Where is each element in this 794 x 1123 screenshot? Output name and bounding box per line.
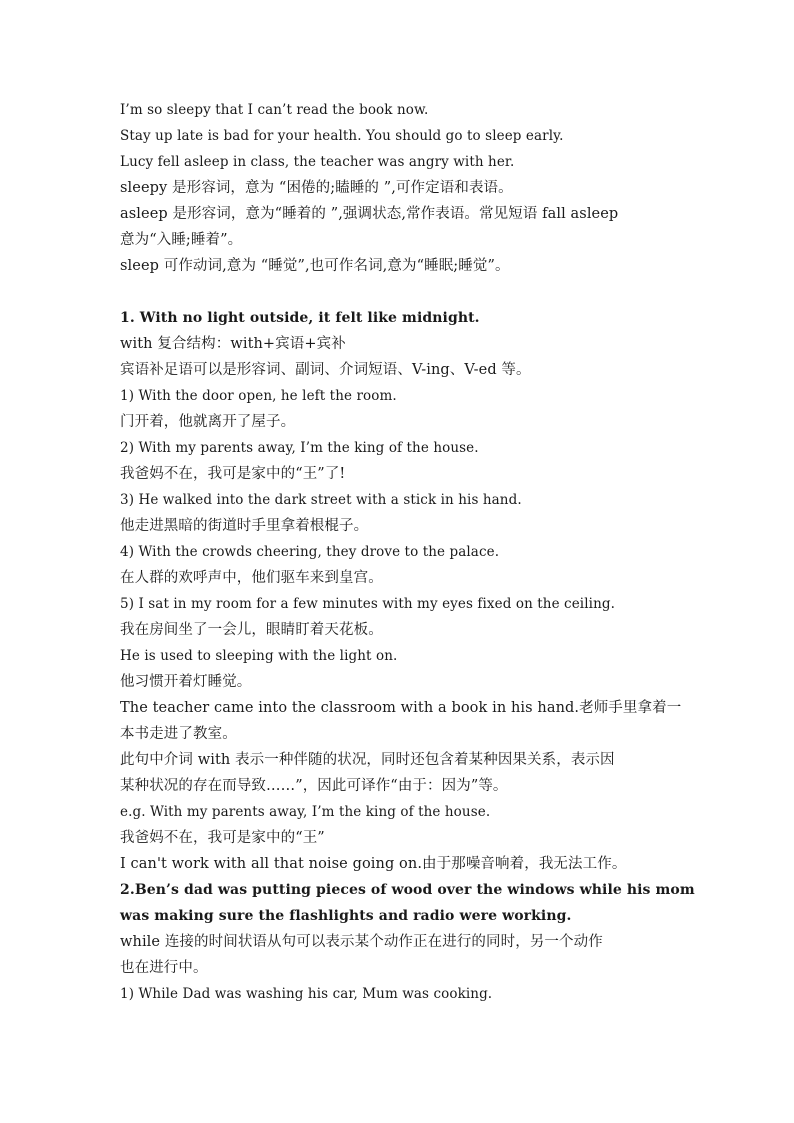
section-1-heading: 1. With no light outside, it felt like midnight. xyxy=(120,310,480,326)
text-line: 某种状况的存在而导致……”，因此可译作“由于：因为”等。 xyxy=(120,778,508,794)
translation-line: 门开着，他就离开了屋子。 xyxy=(120,414,296,430)
example-line: 3) He walked into the dark street with a stick in his hand. xyxy=(120,492,522,508)
section-2-heading: 2.Ben’s dad was putting pieces of wood over the windows while his mom xyxy=(120,882,695,898)
text-line: 意为“入睡;睡着”。 xyxy=(120,232,243,248)
translation-line: 我爸妈不在，我可是家中的“王”了! xyxy=(120,466,346,482)
translation-line: 我爸妈不在，我可是家中的“王” xyxy=(120,830,325,846)
translation-line: 他习惯开着灯睡觉。 xyxy=(120,674,252,690)
text-line: with 复合结构：with+宾语+宾补 xyxy=(120,336,346,352)
text-line: while 连接的时间状语从句可以表示某个动作正在进行的同时，另一个动作 xyxy=(120,934,603,950)
text-line: 宾语补足语可以是形容词、副词、介词短语、V-ing、V-ed 等。 xyxy=(120,362,531,378)
text-line: I’m so sleepy that I can’t read the book now. xyxy=(120,102,429,118)
example-line: 4) With the crowds cheering, they drove to the palace. xyxy=(120,544,500,560)
example-line: 5) I sat in my room for a few minutes with my eyes fixed on the ceiling. xyxy=(120,596,615,612)
text-line: Stay up late is bad for your health. You should go to sleep early. xyxy=(120,128,564,144)
text-line: sleepy 是形容词，意为 “困倦的;瞌睡的 ”,可作定语和表语。 xyxy=(120,180,513,196)
translation-line: 他走进黑暗的街道时手里拿着根棍子。 xyxy=(120,518,369,534)
section-2-heading: was making sure the flashlights and radio were working. xyxy=(120,908,572,924)
text-line: The teacher came into the classroom with a book in his hand.老师手里拿着一 xyxy=(120,700,682,716)
spacer xyxy=(120,279,676,305)
example-line: 1) While Dad was washing his car, Mum was cooking. xyxy=(120,986,493,1002)
translation-line: 我在房间坐了一会儿，眼睛盯着天花板。 xyxy=(120,622,383,638)
text-line: Lucy fell asleep in class, the teacher was angry with her. xyxy=(120,154,515,170)
text-line: 本书走进了教室。 xyxy=(120,726,237,742)
example-line: e.g. With my parents away, I’m the king of the house. xyxy=(120,804,491,820)
text-line: 此句中介词 with 表示一种伴随的状况，同时还包含着某种因果关系，表示因 xyxy=(120,752,615,768)
text-line: 也在进行中。 xyxy=(120,960,208,976)
text-line: sleep 可作动词,意为 “睡觉”,也可作名词,意为“睡眠;睡觉”。 xyxy=(120,258,510,274)
example-line: He is used to sleeping with the light on. xyxy=(120,648,398,664)
text-line: asleep 是形容词，意为“睡着的 ”,强调状态,常作表语。常见短语 fall asleep xyxy=(120,206,619,222)
text-line: I can't work with all that noise going on.由于那噪音响着，我无法工作。 xyxy=(120,856,627,872)
example-line: 2) With my parents away, I’m the king of the house. xyxy=(120,440,479,456)
translation-line: 在人群的欢呼声中，他们驱车来到皇宫。 xyxy=(120,570,383,586)
document-page xyxy=(120,97,695,1007)
example-line: 1) With the door open, he left the room. xyxy=(120,388,397,404)
